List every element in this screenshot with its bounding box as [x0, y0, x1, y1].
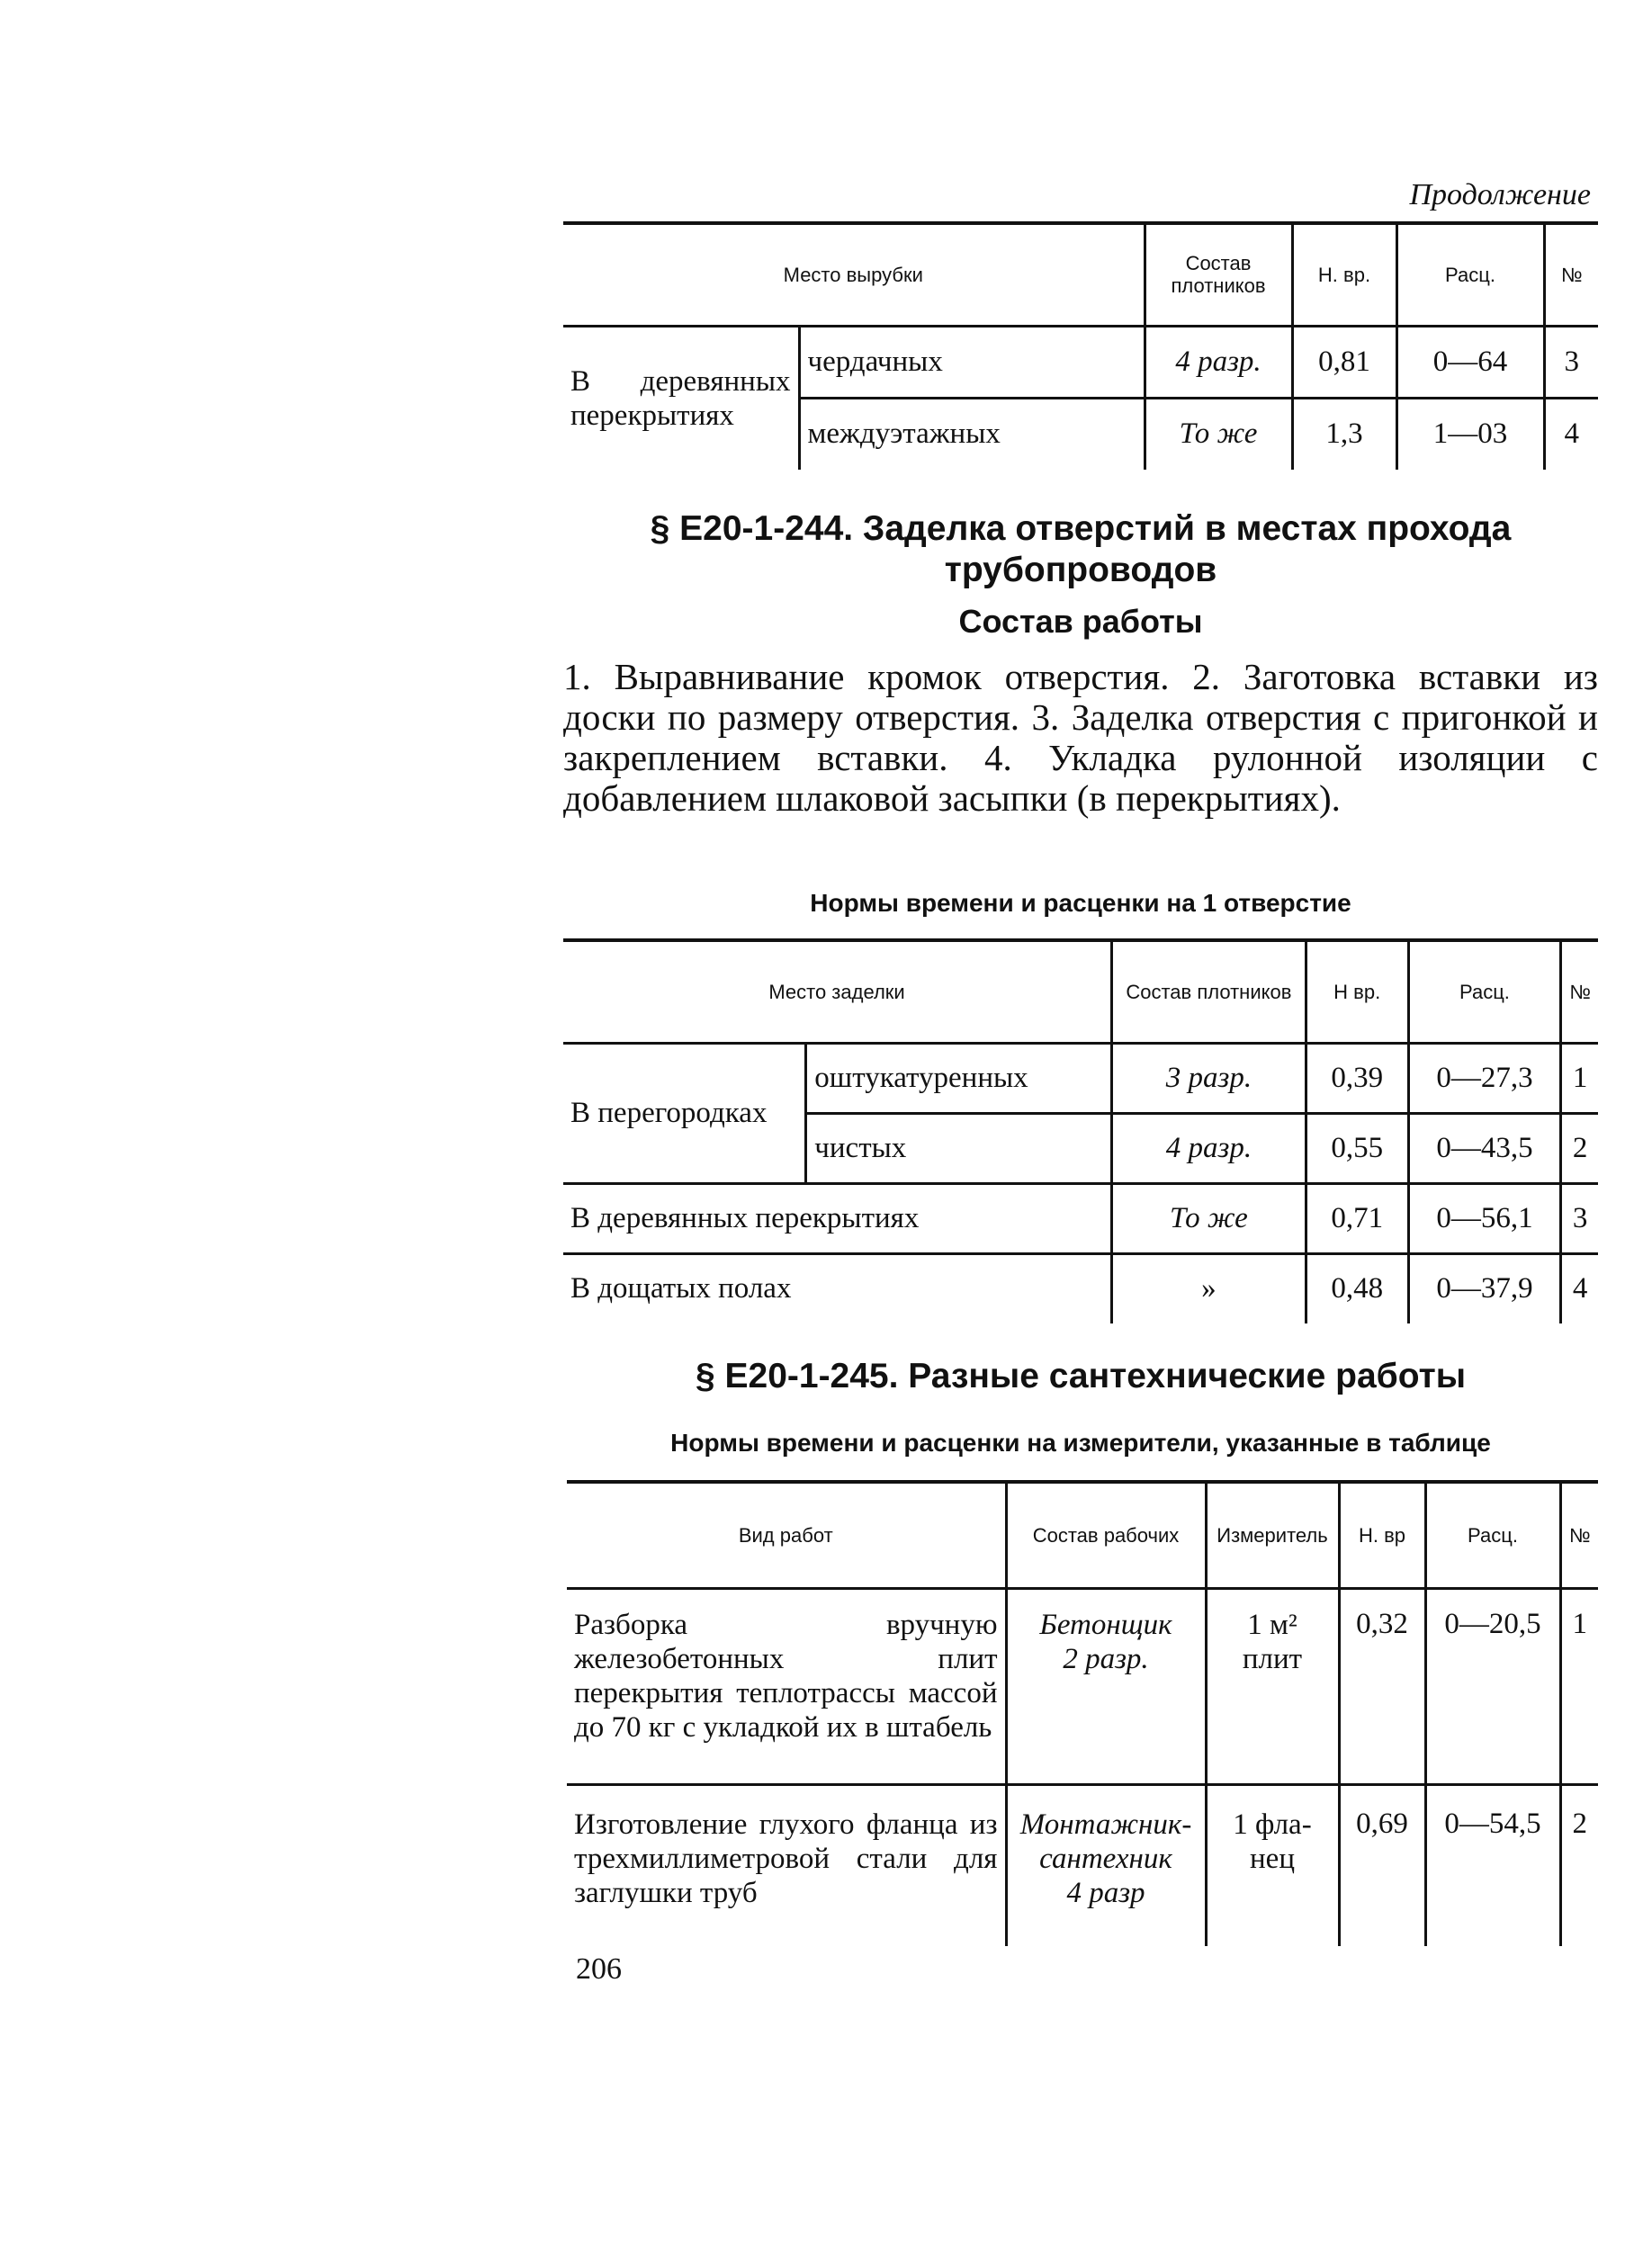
header-work: Вид работ: [738, 1523, 833, 1547]
cell-time: 0,55: [1306, 1113, 1408, 1183]
header-time: Н. вр: [1339, 1482, 1425, 1588]
table-row: [567, 1784, 1598, 1946]
unit-line: нец: [1250, 1842, 1295, 1875]
cell-sub: оштукатуренных: [806, 1043, 1112, 1113]
cell-unit: [1206, 1588, 1339, 1784]
header-place: Место вырубки: [783, 263, 923, 286]
section-title: § Е20-1-245. Разные сантехнические работы: [695, 1357, 1467, 1395]
header-crew: Состав рабочих: [1006, 1482, 1206, 1588]
page-number: 206: [576, 1952, 622, 1986]
cell-number: 1: [1560, 1588, 1598, 1784]
header-time: Н вр.: [1306, 940, 1408, 1043]
table-caption: Нормы времени и расценки на измерители, указанные в таблице: [670, 1429, 1491, 1457]
header-number: №: [1561, 940, 1598, 1043]
header-rate: Расц.: [1425, 1482, 1560, 1588]
cell-unit: [1206, 1784, 1339, 1946]
cell-number: 4: [1561, 1253, 1598, 1323]
header-time: Н. вр.: [1292, 223, 1396, 326]
header-rate: Расц.: [1408, 940, 1561, 1043]
work-description: 1. Выравнивание кромок отверстия. 2. Заготовка вставки из доски по размеру отверстия. 3. Заделка отверстия с пригонкой и закреплением вставки. 4. Укладка рулонной изоляции с добавлением шлаковой засыпки (в перекрытиях).: [563, 656, 1598, 819]
table-sealing: [563, 938, 1598, 1323]
cell-rate: 0—37,9: [1408, 1253, 1561, 1323]
crew-line: 4 разр: [1066, 1876, 1145, 1909]
section-title: § Е20-1-244. Заделка отверстий в местах прохода: [650, 509, 1512, 548]
table-chopping: [563, 221, 1598, 470]
group-label: В деревянных перекрытиях: [570, 364, 791, 432]
unit-line: плит: [1242, 1642, 1303, 1675]
header-number: №: [1560, 1482, 1598, 1588]
cell-time: 0,81: [1292, 326, 1396, 398]
cell-work: Разборка вручную железобетонных плит перекрытия теплотрассы массой до 70 кг с укладкой их в штабель: [574, 1608, 998, 1744]
section-subtitle: Состав работы: [958, 603, 1203, 640]
header-place: Место заделки: [768, 980, 905, 1003]
crew-line: сантехник: [1039, 1842, 1172, 1875]
crew-line: Бетонщик: [1039, 1608, 1172, 1641]
cell-number: 2: [1560, 1784, 1598, 1946]
crew-line: 2 разр.: [1063, 1642, 1149, 1675]
cell-time: 0,71: [1306, 1183, 1408, 1253]
cell-number: 2: [1561, 1113, 1598, 1183]
cell-rate: 0—43,5: [1408, 1113, 1561, 1183]
cell-crew: [1006, 1784, 1206, 1946]
header-crew: Состав плотников: [1145, 223, 1292, 326]
table-row: [563, 1183, 1598, 1253]
cell-time: 0,39: [1306, 1043, 1408, 1113]
header-number: №: [1544, 223, 1598, 326]
cell-rate: 0—64: [1396, 326, 1544, 398]
continuation-label: Продолжение: [1409, 178, 1591, 211]
cell-number: 1: [1561, 1043, 1598, 1113]
cell-time: 0,32: [1339, 1588, 1425, 1784]
cell-time: 0,69: [1339, 1784, 1425, 1946]
cell-rate: 0—54,5: [1425, 1784, 1560, 1946]
cell-time: 0,48: [1306, 1253, 1408, 1323]
header-unit: Измеритель: [1206, 1482, 1339, 1588]
cell-number: 3: [1544, 326, 1598, 398]
table-row: [563, 1043, 1598, 1113]
cell-place: В деревянных перекрытиях: [563, 1183, 1112, 1253]
cell-crew: 4 разр.: [1145, 326, 1292, 398]
cell-sub: междуэтажных: [799, 398, 1145, 470]
cell-rate: 0—27,3: [1408, 1043, 1561, 1113]
table-row: [563, 326, 1598, 398]
cell-crew: [1006, 1588, 1206, 1784]
cell-rate: 0—20,5: [1425, 1588, 1560, 1784]
cell-time: 1,3: [1292, 398, 1396, 470]
unit-line: 1 м²: [1247, 1608, 1297, 1641]
table-row: [567, 1588, 1598, 1784]
cell-work: Изготовление глухого фланца из трехмиллиметровой стали для заглушки труб: [567, 1784, 1006, 1946]
header-rate: Расц.: [1396, 223, 1544, 326]
cell-number: 4: [1544, 398, 1598, 470]
cell-crew: То же: [1145, 398, 1292, 470]
cell-number: 3: [1561, 1183, 1598, 1253]
cell-crew: 4 разр.: [1112, 1113, 1306, 1183]
cell-crew: То же: [1112, 1183, 1306, 1253]
cell-crew: 3 разр.: [1112, 1043, 1306, 1113]
cell-sub: чердачных: [799, 326, 1145, 398]
table-caption: Нормы времени и расценки на 1 отверстие: [810, 889, 1351, 917]
header-crew: Состав плотников: [1112, 940, 1306, 1043]
cell-sub: чистых: [806, 1113, 1112, 1183]
table-plumbing: [567, 1480, 1598, 1946]
cell-place: В дощатых полах: [563, 1253, 1112, 1323]
cell-rate: 1—03: [1396, 398, 1544, 470]
cell-crew: »: [1112, 1253, 1306, 1323]
section-title-cont: трубопроводов: [944, 551, 1217, 589]
unit-line: 1 фла-: [1233, 1808, 1312, 1841]
table-row: [563, 1253, 1598, 1323]
cell-rate: 0—56,1: [1408, 1183, 1561, 1253]
group-label: В перегородках: [570, 1096, 768, 1129]
crew-line: Монтажник-: [1019, 1808, 1192, 1841]
